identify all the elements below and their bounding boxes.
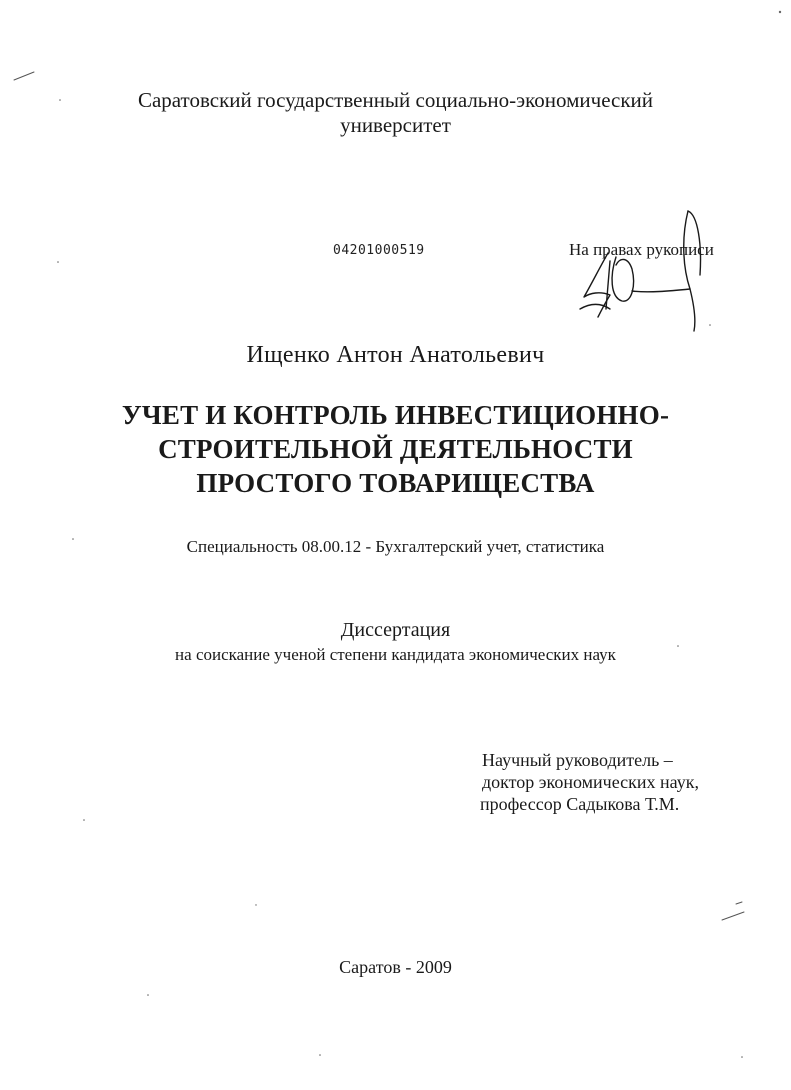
degree-line: на соискание ученой степени кандидата экономических наук (175, 645, 616, 664)
university-line-1: Саратовский государственный социально-экономический (137, 88, 654, 112)
title-line-3: ПРОСТОГО ТОВАРИЩЕСТВА (196, 468, 595, 498)
title-line-1: УЧЕТ И КОНТРОЛЬ ИНВЕСТИЦИОННО- (121, 400, 670, 430)
archive-code: 04201000519 (333, 243, 425, 258)
title-line-2: СТРОИТЕЛЬНОЙ ДЕЯТЕЛЬНОСТИ (158, 434, 633, 464)
author-name: Ищенко Антон Анатольевич (246, 342, 545, 368)
supervisor-line-1: Научный руководитель – (482, 750, 673, 770)
university-line-2: университет (340, 113, 451, 137)
document-type: Диссертация (340, 619, 451, 641)
specialty: Специальность 08.00.12 - Бухгалтерский учет, статистика (186, 537, 605, 556)
supervisor-line-2: доктор экономических наук, (482, 772, 699, 792)
manuscript-note: На правах рукописи (569, 240, 714, 259)
city-year: Саратов - 2009 (339, 957, 452, 977)
supervisor-line-3: профессор Садыкова Т.М. (480, 794, 680, 814)
